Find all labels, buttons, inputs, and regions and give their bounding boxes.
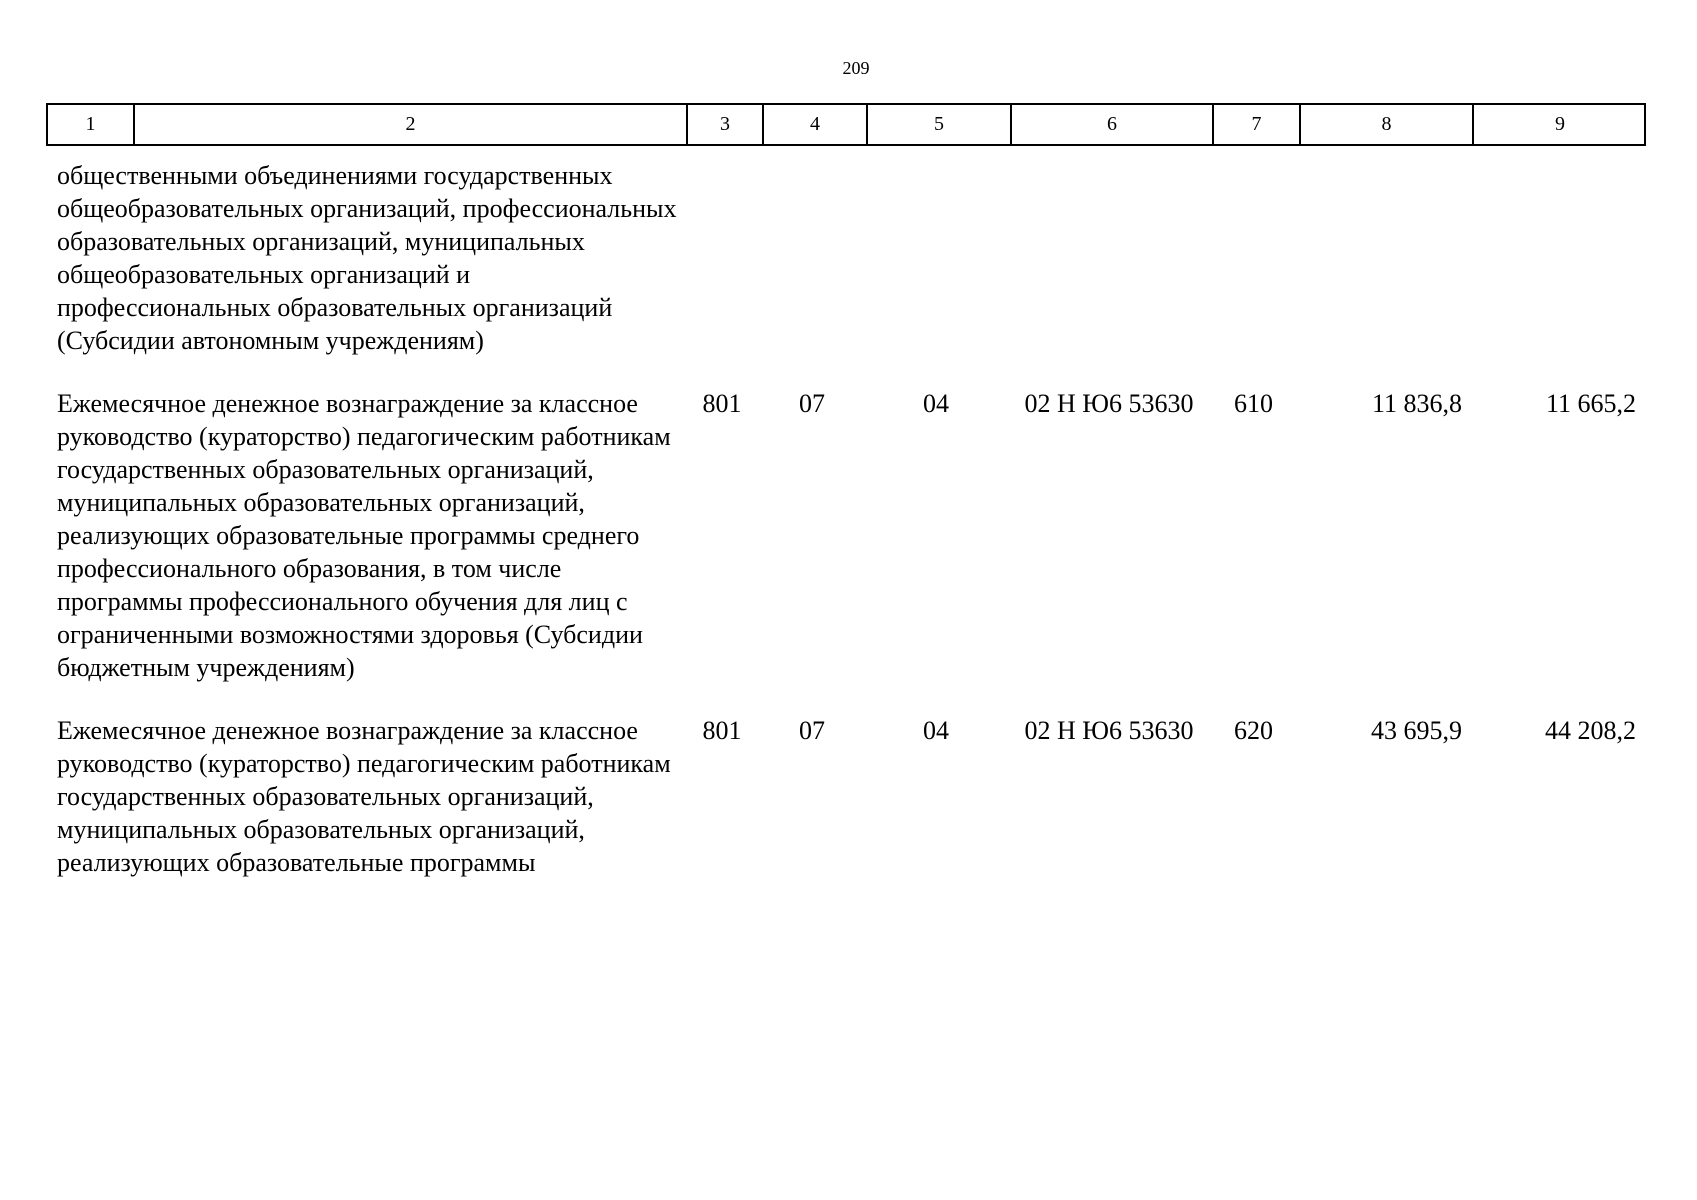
header-col-4: 4 [762,105,866,144]
table-row [46,372,1646,699]
row-col-9 [1470,146,1644,372]
header-col-2: 2 [133,105,686,144]
row-col-7: 620 [1234,716,1273,745]
page-number: 209 [842,58,870,78]
row-col-6: 02 Н Ю6 53630 [1024,716,1194,745]
row-col-4: 07 [799,389,825,418]
row-col-7 [1210,146,1297,372]
row-col-5: 04 [923,389,949,418]
row-col-4 [760,146,864,372]
header-col-9: 9 [1472,105,1646,144]
row-col-5 [864,146,1008,372]
row-col-8: 11 836,8 [1371,389,1462,418]
header-col-5: 5 [866,105,1010,144]
row-col-3 [684,146,760,372]
row-name-cell: общественными объединениями государственных общеобразовательных организаций, профессиональных образовательных организаций, муниципальных общеобразовательных организаций и профессиональных образовательных организаций (Субсидии автономным учреждениям) [57,161,677,355]
row-col-4: 07 [799,716,825,745]
row-col-6: 02 Н Ю6 53630 [1024,389,1194,418]
row-col-6 [1008,146,1210,372]
table-header-row [46,103,1646,146]
header-col-6: 6 [1010,105,1212,144]
row-col-7: 610 [1234,389,1273,418]
row-col-5: 04 [923,716,949,745]
row-col-3: 801 [702,716,742,745]
table-row [46,699,1646,894]
header-col-7: 7 [1212,105,1299,144]
header-col-1: 1 [85,113,96,135]
header-col-3: 3 [686,105,762,144]
row-col-8 [1297,146,1470,372]
header-col-8: 8 [1299,105,1472,144]
row-col-8: 43 695,9 [1371,716,1462,745]
row-name-cell: Ежемесячное денежное вознаграждение за классное руководство (кураторство) педагогическим работникам государственных образовательных организаций, муниципальных образовательных организаций, реализующих образовательные программы [57,716,671,877]
table-row [46,146,1646,372]
row-col-9: 11 665,2 [1545,389,1636,418]
row-col-9: 44 208,2 [1545,716,1636,745]
row-name-cell: Ежемесячное денежное вознаграждение за классное руководство (кураторство) педагогическим работникам государственных образовательных организаций, муниципальных образовательных организаций, реализующих образовательные программы среднего профессионального образования, в том числе программы профессионального обучения для лиц с ограниченными возможностями здоровья (Субсидии бюджетным учреждениям) [57,389,671,682]
row-col-3: 801 [702,389,742,418]
table-body [46,146,1646,894]
